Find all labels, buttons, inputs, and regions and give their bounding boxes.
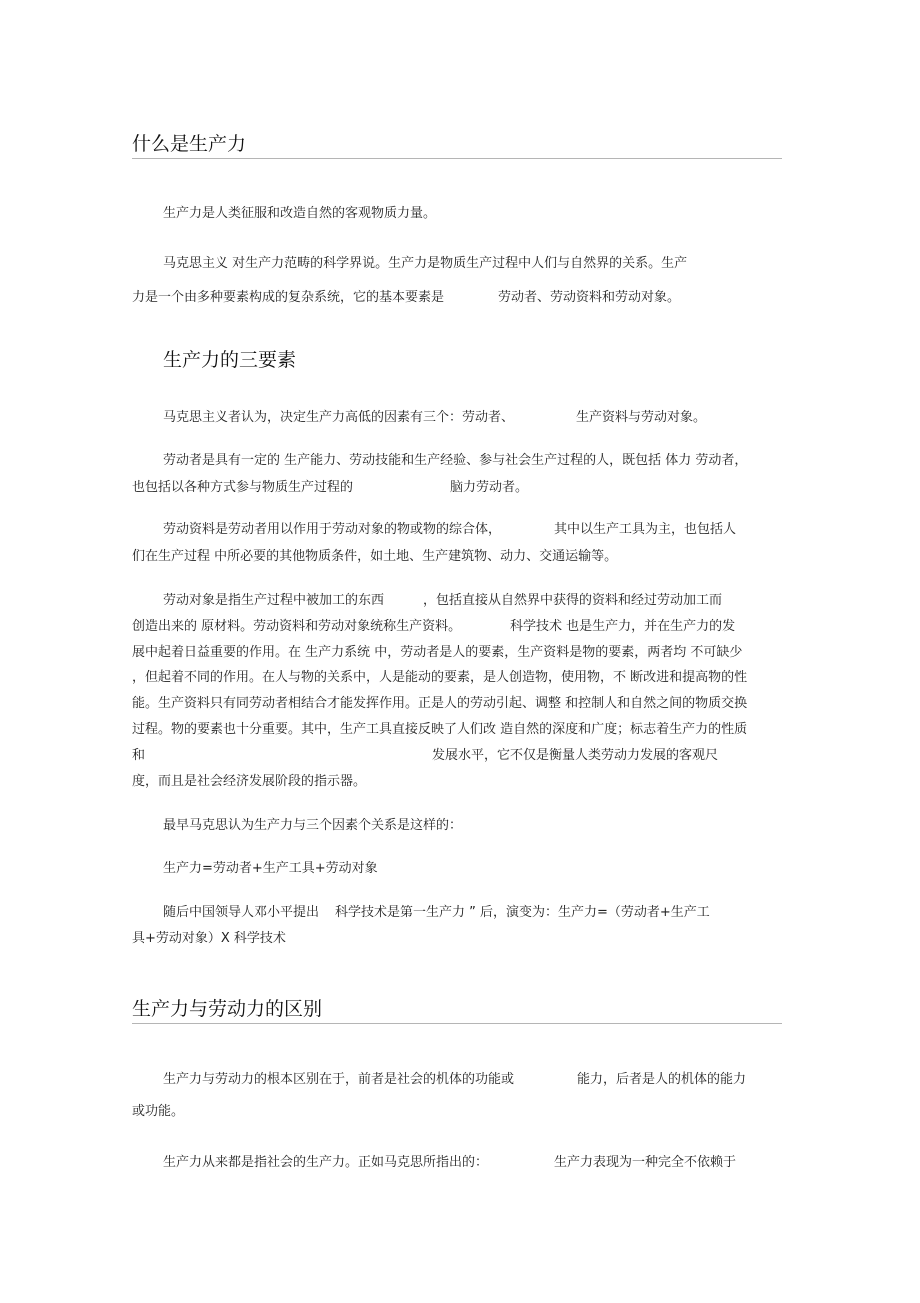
paragraph-line: 具+劳动对象）X 科学技术 (132, 931, 286, 946)
paragraph-line: 脑力劳动者。 (450, 480, 529, 495)
paragraph-line: 和 (132, 748, 146, 763)
paragraph-line: 生产力表现为一种完全不依赖于 (554, 1155, 737, 1170)
section-title-three-elements: 生产力的三要素 (163, 349, 297, 371)
paragraph-line: 们在生产过程 中所必要的其他物质条件，如土地、生产建筑物、动力、交通运输等。 (132, 549, 618, 564)
paragraph-line: 马克思主义者认为，决定生产力高低的因素有三个：劳动者、 (163, 410, 515, 425)
paragraph-line: ，但起着不同的作用。在人与物的关系中，人是能动的要素，是人创造物，使用物，不 断改进和提高物的性 (132, 670, 748, 685)
paragraph-line: 生产资料与劳动对象。 (576, 410, 707, 425)
paragraph-line: 最早马克思认为生产力与三个因素个关系是这样的： (163, 818, 463, 833)
section-title-productivity-vs-labor: 生产力与劳动力的区别 (132, 998, 323, 1020)
paragraph-line: 发展水平，它不仅是衡量人类劳动力发展的客观尺 (432, 748, 719, 763)
paragraph-line: 随后中国领导人邓小平提出 (163, 905, 320, 920)
paragraph-line: 创造出来的 原材料。劳动资料和劳动对象统称生产资料。 (132, 619, 462, 634)
section-title-what-is-productivity: 什么是生产力 (132, 133, 247, 155)
paragraph-line: 能力，后者是人的机体的能力 (577, 1072, 747, 1087)
section-divider (132, 158, 782, 159)
paragraph-line: 马克思主义 对生产力范畴的科学界说。生产力是物质生产过程中人们与自然界的关系。生产 (163, 256, 688, 271)
formula-line: 生产力=劳动者+生产工具+劳动对象 (163, 861, 378, 876)
paragraph-line: 力是一个由多种要素构成的复杂系统，它的基本要素是 (132, 290, 445, 305)
paragraph-line: 或功能。 (132, 1104, 185, 1119)
paragraph-line: 过程。物的要素也十分重要。其中，生产工具直接反映了人们改 造自然的深度和广度；标志着生产力的性质 (132, 722, 748, 737)
paragraph-line: 展中起着日益重要的作用。在 生产力系统 中，劳动者是人的要素，生产资料是物的要素，两者均 不可缺少 (132, 645, 743, 660)
paragraph-line: 度，而且是社会经济发展阶段的指示器。 (132, 774, 367, 789)
paragraph-line: 生产力从来都是指社会的生产力。正如马克思所指出的： (163, 1155, 489, 1170)
paragraph-line: 科学技术是第一生产力 ” 后，演变为：生产力=（劳动者+生产工 (335, 905, 710, 920)
paragraph-line: 生产力与劳动力的根本区别在于，前者是社会的机体的功能或 (163, 1072, 515, 1087)
paragraph-line: 生产力是人类征服和改造自然的客观物质力量。 (163, 206, 437, 221)
paragraph-line: 能。生产资料只有同劳动者相结合才能发挥作用。正是人的劳动引起、调整 和控制人和自然之间的物质交换 (132, 696, 748, 711)
section-divider (132, 1023, 782, 1024)
paragraph-line: 劳动者、劳动资料和劳动对象。 (498, 290, 681, 305)
paragraph-line: 劳动对象是指生产过程中被加工的东西 (163, 593, 385, 608)
paragraph-line: ，包括直接从自然界中获得的资料和经过劳动加工而 (423, 593, 723, 608)
paragraph-line: 也包括以各种方式参与物质生产过程的 (132, 480, 354, 495)
paragraph-line: 其中以生产工具为主，也包括人 (554, 522, 737, 537)
paragraph-line: 劳动资料是劳动者用以作用于劳动对象的物或物的综合体， (163, 522, 502, 537)
paragraph-line: 劳动者是具有一定的 生产能力、劳动技能和生产经验、参与社会生产过程的人，既包括 体力 劳动者， (163, 453, 748, 468)
paragraph-line: 科学技术 也是生产力，并在生产力的发 (510, 619, 736, 634)
